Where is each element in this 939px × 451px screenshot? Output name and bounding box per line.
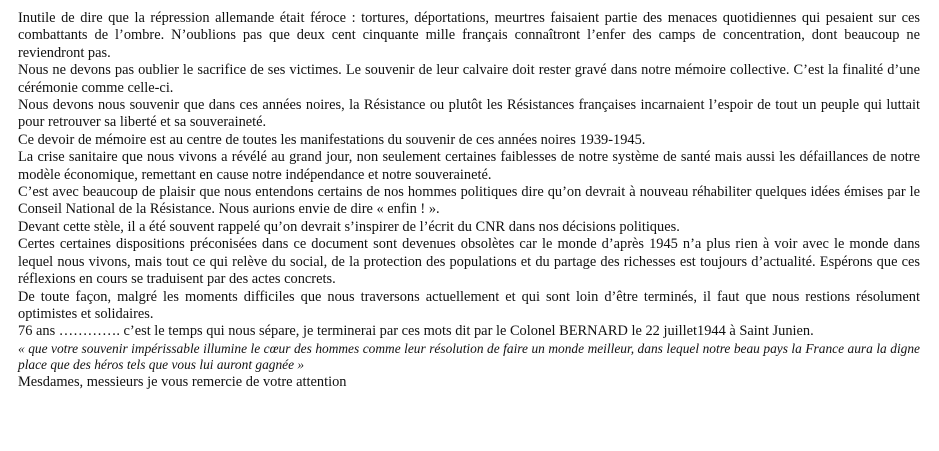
paragraph-76-ans: 76 ans …………. c’est le temps qui nous sépare, je terminerai par ces mots dit par le Colonel BERNARD le 22 juillet1944 à Saint Junien.	[18, 323, 814, 340]
paragraph-conseil-national: C’est avec beaucoup de plaisir que nous entendons certains de nos hommes politiques dire qu’on devrait à nouveau réhabiliter quelques idées émises par le Conseil National de la Résistance. Nous aurions envie de dire « enfin ! ».	[18, 184, 920, 218]
closing-remarks: Mesdames, messieurs je vous remercie de votre attention	[18, 373, 347, 390]
quote-colonel-bernard: « que votre souvenir impérissable illumine le cœur des hommes comme leur résolution de faire un monde meilleur, dans lequel notre beau pays la France aura la digne place que des héros tels que vous lui auront gagnée »	[18, 340, 920, 373]
paragraph-stele: Devant cette stèle, il a été souvent rappelé qu’on devrait s’inspirer de l’écrit du CNR dans nos décisions politiques.	[18, 218, 680, 235]
paragraph-repression: Inutile de dire que la répression allemande était féroce : tortures, déportations, meurtres faisaient partie des menaces quotidiennes qui pesaient sur ces combattants de l’ombre. N’oublions pas que deux cent cinquante mille français connaîtront l’enfer des camps de concentration, dont beaucoup ne reviendront pas.	[18, 10, 920, 61]
document-body	[18, 10, 920, 391]
paragraph-resistance: Nous devons nous souvenir que dans ces années noires, la Résistance ou plutôt les Résistances françaises incarnaient l’espoir de tout un peuple qui luttait pour retrouver sa liberté et sa souveraineté.	[18, 97, 920, 131]
paragraph-optimisme: De toute façon, malgré les moments difficiles que nous traversons actuellement et qui sont loin d’être terminés, il faut que nous restions résolument optimistes et solidaires.	[18, 288, 920, 322]
paragraph-crise-sanitaire: La crise sanitaire que nous vivons a révélé au grand jour, non seulement certaines faiblesses de notre système de santé mais aussi les défaillances de notre modèle économique, remettant en cause notre indépendance et notre souveraineté.	[18, 149, 920, 183]
paragraph-dispositions: Certes certaines dispositions préconisées dans ce document sont devenues obsolètes car le monde d’après 1945 n’a plus rien à voir avec le monde dans lequel nous vivons, mais tout ce qui relève du social, de la protection des populations et du partage des richesses est toujours d’actualité. Espérons que ces réflexions en cours se traduisent par des actes concrets.	[18, 236, 920, 288]
paragraph-sacrifice: Nous ne devons pas oublier le sacrifice de ses victimes. Le souvenir de leur calvaire doit rester gravé dans notre mémoire collective. C’est la finalité d’une cérémonie comme celle-ci.	[18, 62, 920, 96]
paragraph-devoir-memoire: Ce devoir de mémoire est au centre de toutes les manifestations du souvenir de ces années noires 1939-1945.	[18, 131, 646, 148]
